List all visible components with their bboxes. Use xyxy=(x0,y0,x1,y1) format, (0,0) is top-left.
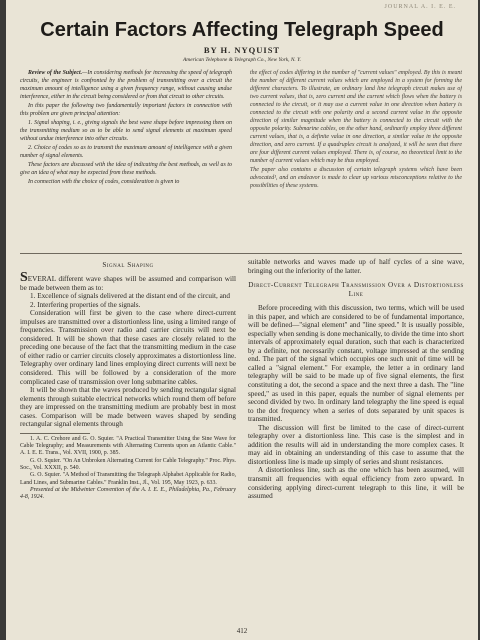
list-item: 1. Excellence of signals delivered at the distant end of the circuit, and xyxy=(30,292,230,301)
journal-page xyxy=(6,0,478,640)
abstract-paragraph xyxy=(20,69,232,101)
article-author: BY H. NYQUIST xyxy=(203,45,281,55)
body-right-column xyxy=(248,258,464,636)
abstract-paragraph: These factors are discussed with the idea of indicating the best methods, as well as to give an idea of what may be expected from these methods. xyxy=(20,162,232,176)
section-heading-signal-shaping: Signal Shaping xyxy=(102,261,154,269)
body-paragraph: A distortionless line, such as the one which has been assumed, will transmit all frequencies with equal efficiency from zero upward. In considering applying direct-current telegraph to this line, it will be assumed xyxy=(248,466,464,501)
abstract-paragraph: The paper also contains a discussion of certain telegraph systems which have been advocated¹, and an endeavor is made to clear up various misconceptions relative to the possibilities of these systems. xyxy=(250,167,462,189)
footnote: G. O. Squier. "On An Unbroken Alternating Current for Cable Telegraphy." Proc. Phys. Soc., Vol. XXXII, p. 540. xyxy=(20,457,236,472)
abstract-paragraph: 1. Signal shaping, i. e., giving signals the best wave shape before impressing them on the transmitting medium so as to be able to send signal elements at maximum speed without undue interference into other circuits. xyxy=(20,120,232,142)
abstract-intro-text: —In considering methods for increasing the speed of telegraph circuits, the engineer is confronted by the problem of transmitting over a circuit the maximum amount of intelligence using a given frequency range, without causing undue interference, either in the circuit being considered or from that circuit to other circuits. xyxy=(20,70,232,100)
body-left-column xyxy=(20,258,236,636)
abstract-paragraph: the effect of codes differing in the number of "current values" employed. By this is meant the number of different current values which are employed in a system for forming the different characters. To illustrate, an ordinary land line telegraph circuit makes use of two current values, that is, zero current and the current which flows when the battery is connected to the circuit, or it may use a current value in one direction when battery is connected to the circuit with one polarity and a second current value in the opposite direction of similar magnitude when the battery is connected to the circuit with the opposite polarity. Submarine cables, on the other hand, ordinarily employ three different current values, that is, a definite value in one direction, a similar value in the opposite direction, and zero current. If a quadruplex circuit is analyzed, it will be seen that there are four different current values employed. There is, of course, no theoretical limit to the number of current values which may be thus employed. xyxy=(250,70,462,164)
abstract-right-column xyxy=(250,69,462,251)
body-paragraph: It will be shown that the waves produced by sending rectangular signal elements through suitable electrical networks which round them off before they are impressed on the transmitting medium are probably best in most cases. Comparison will be made between waves shaped by sending rectangular signal elements through xyxy=(20,386,236,429)
running-head xyxy=(306,4,456,11)
abstract-lead: Review of the Subject. xyxy=(28,70,83,76)
author-affiliation: American Telephone & Telegraph Co., New York, N. Y. xyxy=(183,57,301,63)
footnote: 1. A. C. Crehore and G. O. Squier. "A Practical Transmitter Using the Sine Wave for Cable Telegraphy; and Measurements with Alternating Currents upon an Atlantic Cable." A. I. E. E. Trans., Vol. XVII, 1900, p. 385. xyxy=(20,435,236,457)
abstract-divider xyxy=(20,253,462,254)
page-number: 412 xyxy=(236,627,248,635)
list-item: 2. Interfering properties of the signals. xyxy=(30,300,141,309)
section-heading-dc-transmission: Direct-Current Telegraph Transmission Over a Distortionless Line xyxy=(248,281,464,299)
body-paragraph: Consideration will first be given to the case where direct-current impulses are transmitted over a distortionless line, using a limited range of frequencies. Transmission over radio and carrier circuits will next be considered. It will be shown that these cases are closely related to the preceding one because of the fact that the transmitting medium in the case of either radio or carrier circuits closely approximates a distortionless line. Telegraphy over ordinary land lines employing direct currents will next be considered. This will be followed by a consideration of the more complicated case of transmission over long submarine cables. xyxy=(20,309,236,386)
body-paragraph-text: EVERAL different wave shapes will be assumed and comparison will be made between them as to: xyxy=(20,275,236,292)
body-paragraph: suitable networks and waves made up of half cycles of a sine wave, bringing out the inferiority of the latter. xyxy=(248,258,464,275)
body-paragraph: The discussion will first be limited to the case of direct-current telegraphy over a distortionless line. This case is the simplest and in addition the results will aid in understanding the more complex cases. It may aid in obtaining an understanding of this case to assume that the distortionless line is made up simply of series and shunt resistances. xyxy=(248,423,464,466)
abstract-left-column xyxy=(20,69,232,251)
abstract-paragraph: 2. Choice of codes so as to transmit the maximum amount of intelligence with a given number of signal elements. xyxy=(20,145,232,159)
article-title: Certain Factors Affecting Telegraph Speed xyxy=(40,19,444,41)
abstract-paragraph: In connection with the choice of codes, consideration is given to xyxy=(28,179,180,185)
footnote: G. O. Squier. "A Method of Transmitting the Telegraph Alphabet Applicable for Radio, Land Lines, and Submarine Cables." Franklin Inst., Jl., Vol. 195, May 1923, p. 633. xyxy=(20,472,236,486)
body-paragraph xyxy=(20,270,236,292)
drop-cap: S xyxy=(20,270,28,285)
abstract-paragraph: In this paper the following two fundamentally important factors in connection with this problem are given principal attention: xyxy=(20,103,232,117)
running-head-text: JOURNAL A. I. E. E. xyxy=(384,4,456,10)
convention-note: Presented at the Midwinter Convention of the A. I. E. E., Philadelphia, Pa., February 4-8, 1924. xyxy=(20,486,236,501)
footnote-divider xyxy=(20,433,90,434)
body-paragraph: Before proceeding with this discussion, two terms, which will be used in this paper, and which are considered to be of fundamental importance, will be defined—"signal element" and "line speed." It is usually possible, especially when sending is done mechanically, to divide the time into short intervals of approximately equal duration, such that each is characterized by a definite, not necessarily constant, voltage impressed at the sending end. The part of the signal which occupies one such unit of time will be called a "signal element." For example, the letter a in ordinary land telegraphy will be said to be made up of five signal elements, the first constituting a dot, the second a space and the next three a dash. The "line speed," as used in this paper, equals the number of signal elements per second divided by two. In ordinary land telegraphy the line speed is equal to the dot frequency when a series of dots separated by unit spaces is transmitted. xyxy=(248,304,464,424)
